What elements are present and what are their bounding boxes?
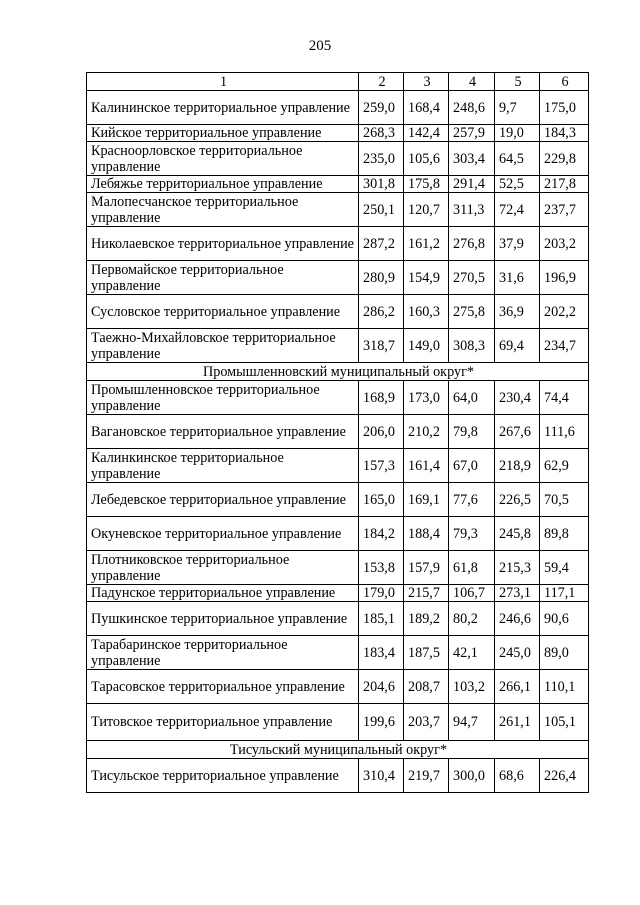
table-row [87, 551, 589, 585]
value-cell-col4: 94,7 [449, 704, 495, 741]
value-cell-col4: 308,3 [449, 329, 495, 363]
value-cell-col5: 9,7 [495, 91, 540, 125]
value-cell-col6: 62,9 [540, 449, 589, 483]
value-cell-col2: 168,9 [359, 381, 404, 415]
value-cell-col4: 248,6 [449, 91, 495, 125]
value-cell-col6: 111,6 [540, 415, 589, 449]
value-cell-col4: 303,4 [449, 142, 495, 176]
value-cell-col4: 77,6 [449, 483, 495, 517]
table-row [87, 585, 589, 602]
column-header: 1 [87, 73, 359, 91]
section-header-row [87, 363, 589, 381]
value-cell-col6: 74,4 [540, 381, 589, 415]
value-cell-col5: 266,1 [495, 670, 540, 704]
value-cell-col3: 203,7 [404, 704, 449, 741]
data-table [86, 72, 589, 793]
value-cell-col3: 169,1 [404, 483, 449, 517]
page-number: 205 [308, 38, 332, 54]
value-cell-col4: 67,0 [449, 449, 495, 483]
value-cell-col3: 161,4 [404, 449, 449, 483]
value-cell-col6: 217,8 [540, 176, 589, 193]
column-header: 6 [540, 73, 589, 91]
table-row [87, 295, 589, 329]
column-header: 3 [404, 73, 449, 91]
value-cell-col5: 37,9 [495, 227, 540, 261]
table-header-row [87, 73, 589, 91]
value-cell-col6: 110,1 [540, 670, 589, 704]
territory-name-cell: Плотниковское территориальное управление [87, 551, 359, 585]
value-cell-col6: 175,0 [540, 91, 589, 125]
value-cell-col5: 226,5 [495, 483, 540, 517]
value-cell-col3: 142,4 [404, 125, 449, 142]
territory-name-cell: Падунское территориальное управление [87, 585, 359, 602]
value-cell-col6: 184,3 [540, 125, 589, 142]
value-cell-col6: 203,2 [540, 227, 589, 261]
value-cell-col4: 61,8 [449, 551, 495, 585]
value-cell-col3: 215,7 [404, 585, 449, 602]
territory-name-cell: Малопесчанское территориальное управление [87, 193, 359, 227]
value-cell-col2: 280,9 [359, 261, 404, 295]
table-row [87, 91, 589, 125]
table-row [87, 176, 589, 193]
value-cell-col4: 276,8 [449, 227, 495, 261]
value-cell-col4: 64,0 [449, 381, 495, 415]
value-cell-col3: 188,4 [404, 517, 449, 551]
value-cell-col4: 275,8 [449, 295, 495, 329]
value-cell-col5: 31,6 [495, 261, 540, 295]
value-cell-col6: 105,1 [540, 704, 589, 741]
value-cell-col2: 165,0 [359, 483, 404, 517]
table-row [87, 483, 589, 517]
value-cell-col3: 149,0 [404, 329, 449, 363]
value-cell-col2: 287,2 [359, 227, 404, 261]
section-title: Тисульский муниципальный округ* [87, 741, 589, 759]
value-cell-col2: 310,4 [359, 759, 404, 793]
value-cell-col2: 184,2 [359, 517, 404, 551]
value-cell-col3: 157,9 [404, 551, 449, 585]
value-cell-col2: 204,6 [359, 670, 404, 704]
value-cell-col4: 291,4 [449, 176, 495, 193]
value-cell-col6: 234,7 [540, 329, 589, 363]
territory-name-cell: Окуневское территориальное управление [87, 517, 359, 551]
value-cell-col4: 79,3 [449, 517, 495, 551]
value-cell-col6: 196,9 [540, 261, 589, 295]
value-cell-col6: 89,8 [540, 517, 589, 551]
table-row [87, 415, 589, 449]
table-row [87, 125, 589, 142]
value-cell-col5: 245,0 [495, 636, 540, 670]
territory-name-cell: Тарасовское территориальное управление [87, 670, 359, 704]
table-row [87, 227, 589, 261]
section-header-row [87, 741, 589, 759]
value-cell-col5: 64,5 [495, 142, 540, 176]
territory-name-cell: Калининское территориальное управление [87, 91, 359, 125]
territory-name-cell: Тарабаринское территориальное управление [87, 636, 359, 670]
territory-name-cell: Пушкинское территориальное управление [87, 602, 359, 636]
value-cell-col4: 270,5 [449, 261, 495, 295]
value-cell-col3: 160,3 [404, 295, 449, 329]
value-cell-col3: 187,5 [404, 636, 449, 670]
value-cell-col6: 226,4 [540, 759, 589, 793]
value-cell-col6: 70,5 [540, 483, 589, 517]
column-header: 2 [359, 73, 404, 91]
value-cell-col4: 42,1 [449, 636, 495, 670]
value-cell-col2: 157,3 [359, 449, 404, 483]
value-cell-col6: 90,6 [540, 602, 589, 636]
territory-name-cell: Промышленновское территориальное управление [87, 381, 359, 415]
value-cell-col5: 273,1 [495, 585, 540, 602]
value-cell-col5: 218,9 [495, 449, 540, 483]
value-cell-col3: 175,8 [404, 176, 449, 193]
value-cell-col2: 301,8 [359, 176, 404, 193]
value-cell-col3: 189,2 [404, 602, 449, 636]
value-cell-col4: 300,0 [449, 759, 495, 793]
value-cell-col6: 202,2 [540, 295, 589, 329]
table-row [87, 261, 589, 295]
value-cell-col3: 219,7 [404, 759, 449, 793]
territory-name-cell: Лебедевское территориальное управление [87, 483, 359, 517]
value-cell-col5: 19,0 [495, 125, 540, 142]
value-cell-col4: 311,3 [449, 193, 495, 227]
value-cell-col6: 89,0 [540, 636, 589, 670]
territory-name-cell: Первомайское территориальное управление [87, 261, 359, 295]
territory-name-cell: Красноорловское территориальное управление [87, 142, 359, 176]
table-row [87, 193, 589, 227]
value-cell-col3: 208,7 [404, 670, 449, 704]
value-cell-col5: 215,3 [495, 551, 540, 585]
value-cell-col4: 106,7 [449, 585, 495, 602]
table-row [87, 329, 589, 363]
value-cell-col2: 199,6 [359, 704, 404, 741]
table-row [87, 704, 589, 741]
value-cell-col3: 161,2 [404, 227, 449, 261]
territory-name-cell: Титовское территориальное управление [87, 704, 359, 741]
value-cell-col5: 267,6 [495, 415, 540, 449]
value-cell-col2: 183,4 [359, 636, 404, 670]
value-cell-col3: 210,2 [404, 415, 449, 449]
value-cell-col4: 80,2 [449, 602, 495, 636]
column-header: 5 [495, 73, 540, 91]
value-cell-col3: 105,6 [404, 142, 449, 176]
value-cell-col5: 36,9 [495, 295, 540, 329]
value-cell-col4: 79,8 [449, 415, 495, 449]
value-cell-col3: 120,7 [404, 193, 449, 227]
value-cell-col3: 173,0 [404, 381, 449, 415]
value-cell-col6: 237,7 [540, 193, 589, 227]
value-cell-col4: 103,2 [449, 670, 495, 704]
value-cell-col5: 261,1 [495, 704, 540, 741]
table-row [87, 517, 589, 551]
value-cell-col5: 230,4 [495, 381, 540, 415]
territory-name-cell: Николаевское территориальное управление [87, 227, 359, 261]
value-cell-col2: 268,3 [359, 125, 404, 142]
value-cell-col2: 259,0 [359, 91, 404, 125]
territory-name-cell: Таежно-Михайловское территориальное управление [87, 329, 359, 363]
table-body [87, 73, 589, 793]
table-row [87, 381, 589, 415]
table-row [87, 636, 589, 670]
value-cell-col3: 168,4 [404, 91, 449, 125]
territory-name-cell: Сусловское территориальное управление [87, 295, 359, 329]
value-cell-col4: 257,9 [449, 125, 495, 142]
value-cell-col5: 69,4 [495, 329, 540, 363]
value-cell-col2: 185,1 [359, 602, 404, 636]
value-cell-col6: 59,4 [540, 551, 589, 585]
value-cell-col6: 117,1 [540, 585, 589, 602]
territory-name-cell: Вагановское территориальное управление [87, 415, 359, 449]
column-header: 4 [449, 73, 495, 91]
value-cell-col5: 245,8 [495, 517, 540, 551]
table-row [87, 602, 589, 636]
value-cell-col2: 318,7 [359, 329, 404, 363]
table-row [87, 449, 589, 483]
territory-name-cell: Лебяжье территориальное управление [87, 176, 359, 193]
value-cell-col2: 153,8 [359, 551, 404, 585]
value-cell-col2: 235,0 [359, 142, 404, 176]
table-row [87, 142, 589, 176]
value-cell-col2: 206,0 [359, 415, 404, 449]
value-cell-col5: 246,6 [495, 602, 540, 636]
value-cell-col2: 179,0 [359, 585, 404, 602]
value-cell-col5: 72,4 [495, 193, 540, 227]
value-cell-col5: 68,6 [495, 759, 540, 793]
value-cell-col6: 229,8 [540, 142, 589, 176]
value-cell-col3: 154,9 [404, 261, 449, 295]
value-cell-col2: 250,1 [359, 193, 404, 227]
value-cell-col5: 52,5 [495, 176, 540, 193]
territory-name-cell: Калинкинское территориальное управление [87, 449, 359, 483]
table-row [87, 670, 589, 704]
value-cell-col2: 286,2 [359, 295, 404, 329]
section-title: Промышленновский муниципальный округ* [87, 363, 589, 381]
territory-name-cell: Тисульское территориальное управление [87, 759, 359, 793]
territory-name-cell: Кийское территориальное управление [87, 125, 359, 142]
table-row [87, 759, 589, 793]
